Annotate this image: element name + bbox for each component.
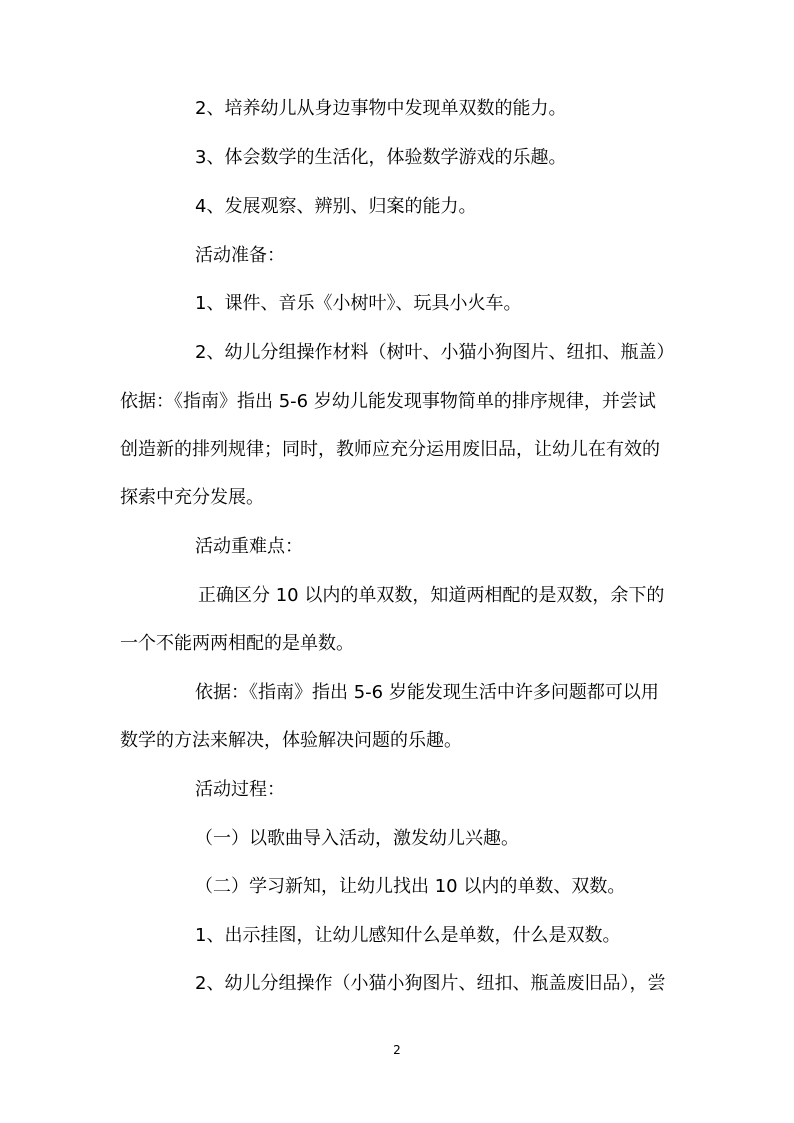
process-sub-item-2: 2、幼儿分组操作（小猫小狗图片、纽扣、瓶盖废旧品），尝 xyxy=(195,973,666,994)
objective-3: 3、体会数学的生活化，体验数学游戏的乐趣。 xyxy=(195,147,567,168)
process-step-1: （一）以歌曲导入活动，激发幼儿兴趣。 xyxy=(195,828,519,849)
key-points-line-2: 一个不能两两相配的是单数。 xyxy=(120,633,354,654)
basis-paragraph-line-3: 探索中充分发展。 xyxy=(120,487,264,508)
process-sub-item-1: 1、出示挂图，让幼儿感知什么是单数，什么是双数。 xyxy=(195,925,621,946)
basis-2-line-2: 数学的方法来解决，体验解决问题的乐趣。 xyxy=(120,730,462,751)
section-heading-process: 活动过程： xyxy=(195,779,285,800)
page-number: 2 xyxy=(393,1043,401,1057)
basis-paragraph-line-1: 依据：《指南》指出 5-6 岁幼儿能发现事物简单的排序规律，并尝试 xyxy=(120,391,656,412)
objective-4: 4、发展观察、辨别、归案的能力。 xyxy=(195,196,477,217)
process-step-2: （二）学习新知，让幼儿找出 10 以内的单数、双数。 xyxy=(195,876,626,897)
preparation-item-1: 1、课件、音乐《小树叶》、玩具小火车。 xyxy=(195,293,522,314)
section-heading-key-points: 活动重难点： xyxy=(195,536,303,557)
objective-2: 2、培养幼儿从身边事物中发现单双数的能力。 xyxy=(195,98,567,119)
section-heading-preparation: 活动准备： xyxy=(195,245,285,266)
key-points-line-1: 正确区分 10 以内的单双数，知道两相配的是双数，余下的 xyxy=(198,585,665,606)
basis-2-line-1: 依据：《指南》指出 5-6 岁能发现生活中许多问题都可以用 xyxy=(195,682,659,703)
preparation-item-2: 2、幼儿分组操作材料（树叶、小猫小狗图片、纽扣、瓶盖） xyxy=(195,342,675,363)
basis-paragraph-line-2: 创造新的排列规律；同时，教师应充分运用废旧品，让幼儿在有效的 xyxy=(120,439,660,460)
